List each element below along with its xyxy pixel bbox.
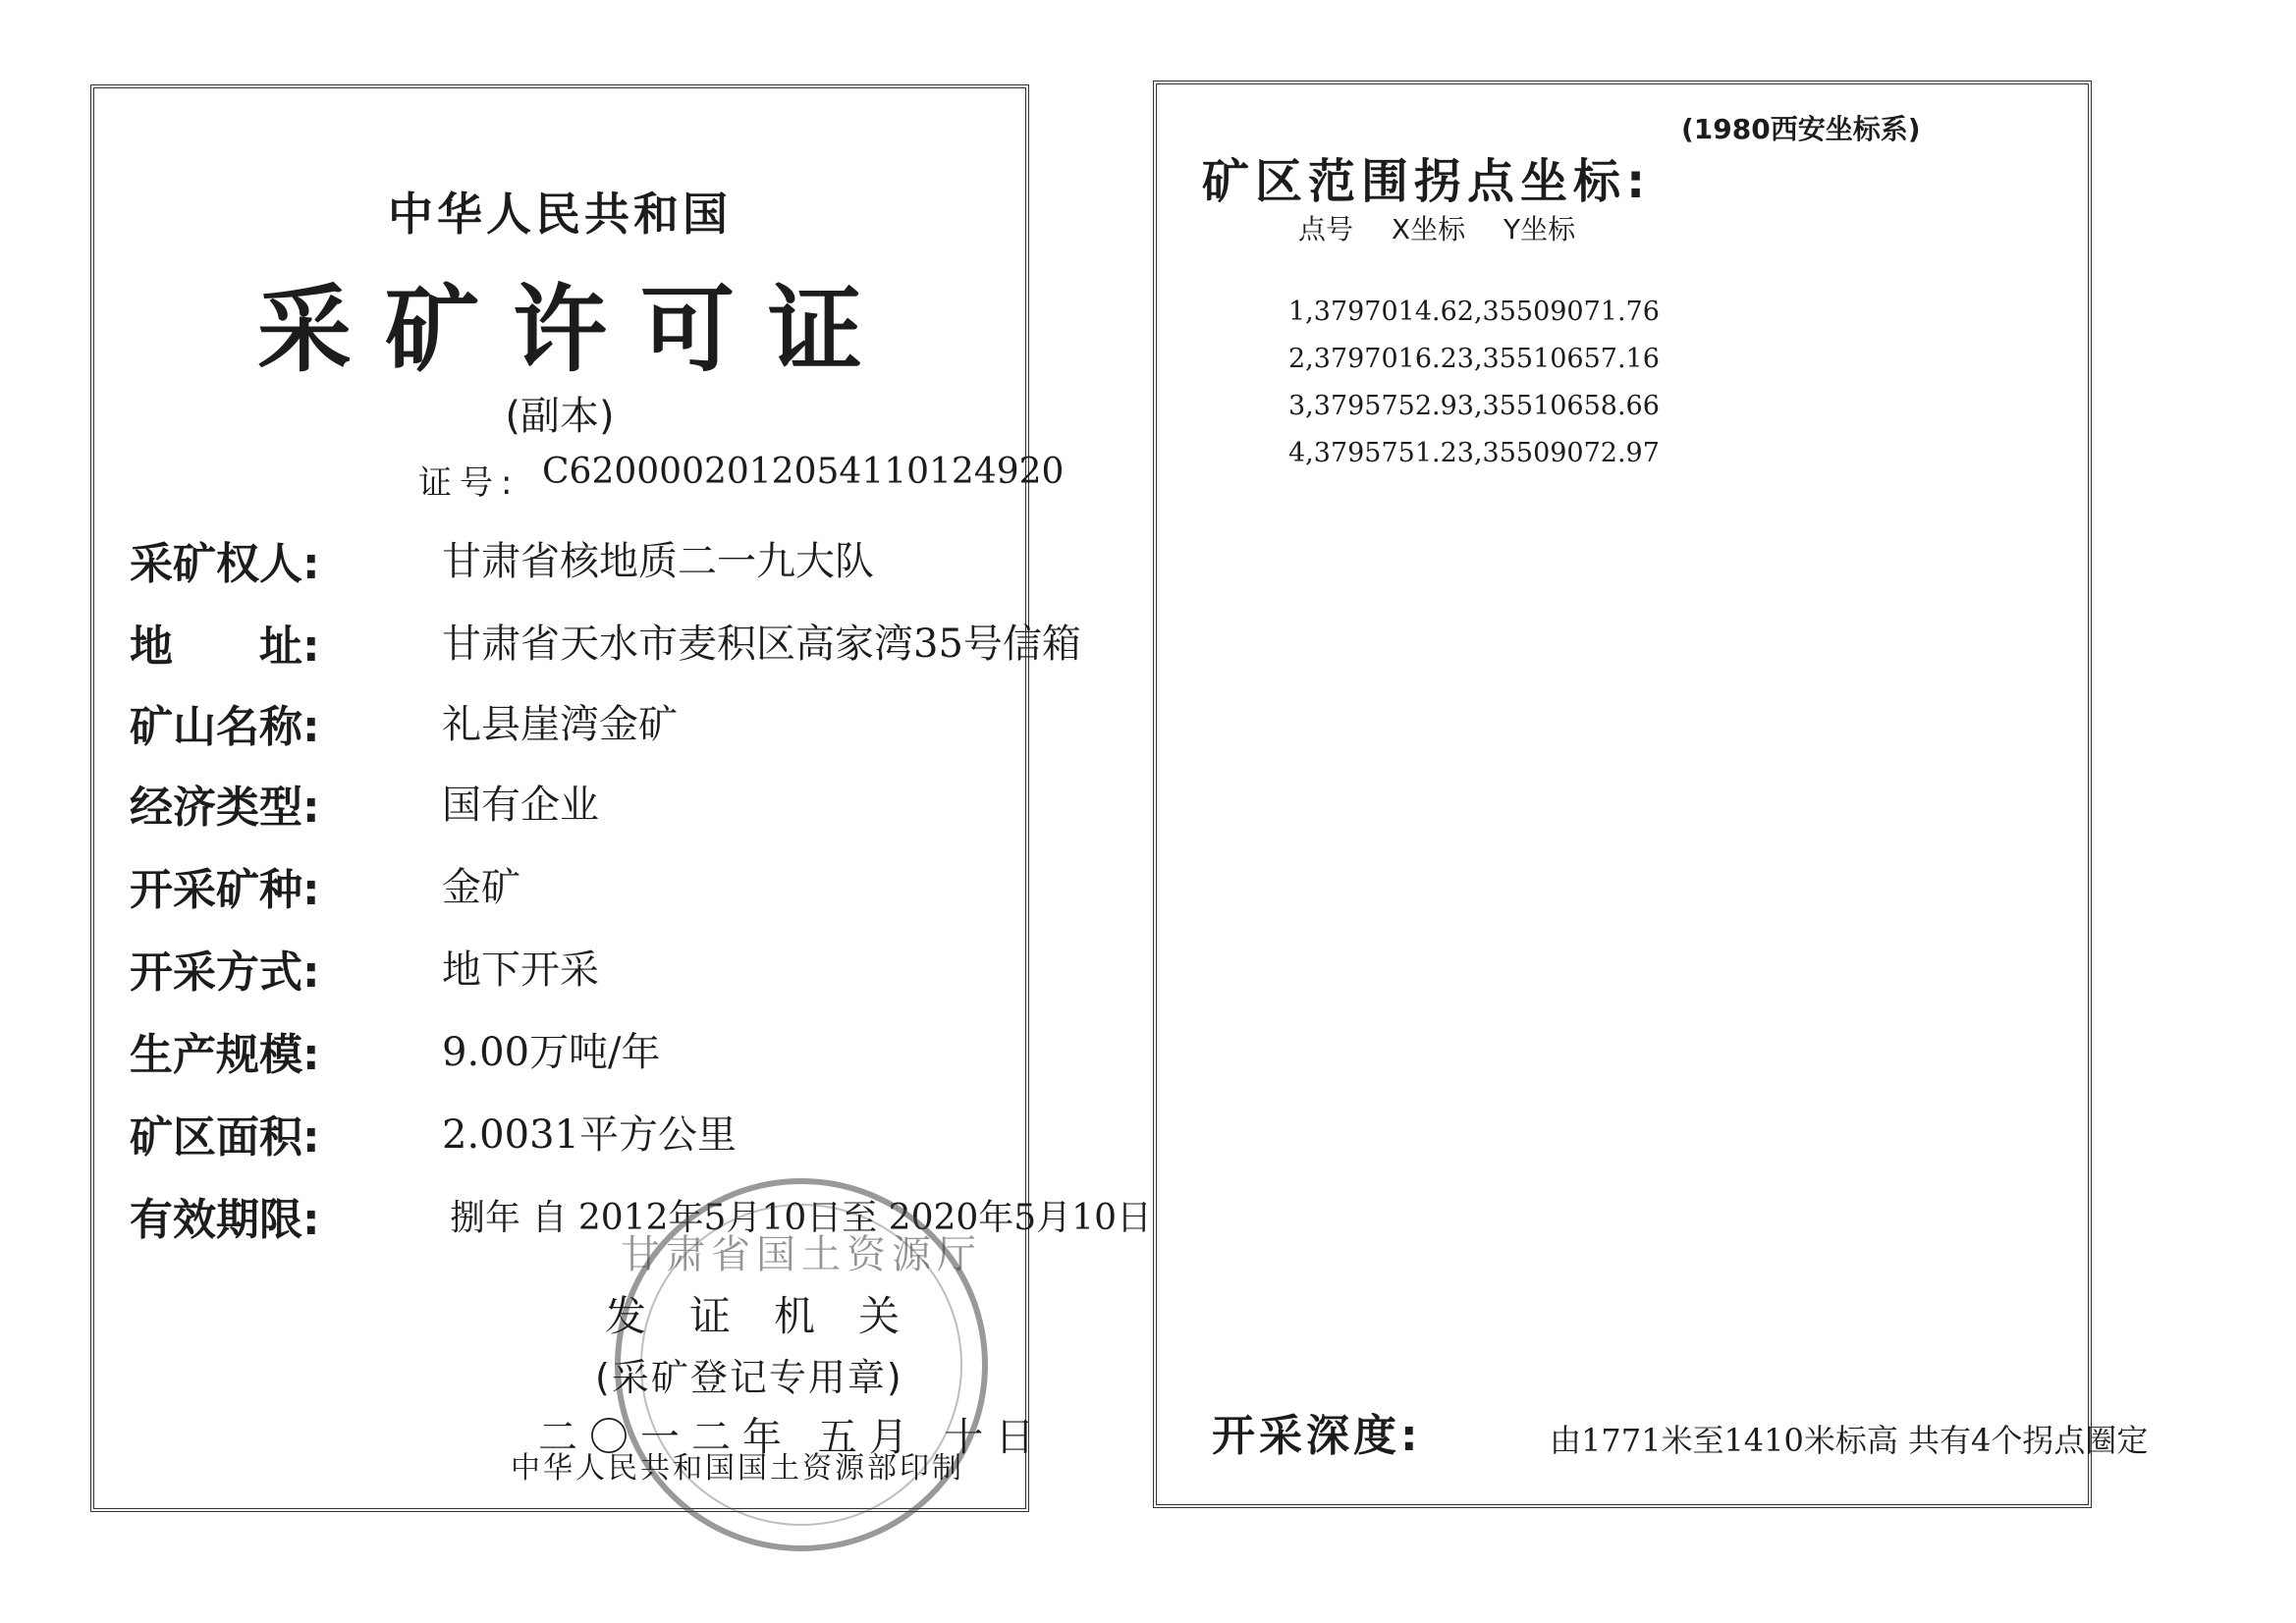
field-label: 开采方式: bbox=[130, 947, 320, 998]
issuer-subtitle: (采矿登记专用章) bbox=[595, 1356, 903, 1399]
field-label: 生产规模: bbox=[130, 1030, 320, 1080]
certificate-number: C6200002012054110124920 bbox=[542, 452, 1065, 492]
coordinate-row: 4,3795751.23,35509072.97 bbox=[1288, 438, 1660, 468]
field-value: 捌年 自 2012年5月10日至 2020年5月10日 bbox=[450, 1198, 1152, 1238]
mining-depth-label: 开采深度: bbox=[1212, 1411, 1422, 1461]
coordinate-row: 2,3797016.23,35510657.16 bbox=[1288, 344, 1660, 374]
field-value: 9.00万吨/年 bbox=[442, 1030, 661, 1075]
copy-label: (副本) bbox=[505, 394, 615, 439]
field-label: 开采矿种: bbox=[130, 865, 320, 915]
coordinates-page bbox=[1153, 81, 2149, 1508]
document-title: 采矿许可证 bbox=[257, 275, 896, 385]
field-value: 礼县崖湾金矿 bbox=[442, 702, 678, 747]
field-value: 甘肃省核地质二一九大队 bbox=[442, 539, 874, 584]
coordinates-header bbox=[1298, 208, 1605, 247]
license-main-page bbox=[90, 84, 1152, 1512]
field-label: 经济类型: bbox=[130, 783, 320, 833]
coordinates-list bbox=[1288, 289, 1660, 477]
field-value: 金矿 bbox=[442, 865, 520, 910]
field-label: 地 址: bbox=[130, 622, 320, 672]
field-value: 甘肃省天水市麦积区高家湾35号信箱 bbox=[442, 622, 1081, 667]
header-x: X坐标 bbox=[1391, 213, 1466, 245]
header-y: Y坐标 bbox=[1503, 213, 1576, 245]
field-label: 矿区面积: bbox=[130, 1112, 320, 1163]
coordinate-row: 1,3797014.62,35509071.76 bbox=[1288, 297, 1660, 327]
coordinate-row: 3,3795752.93,35510658.66 bbox=[1288, 391, 1660, 421]
coordinate-system: (1980西安坐标系) bbox=[1681, 113, 1921, 145]
printer-note: 中华人民共和国国土资源部印制 bbox=[511, 1451, 964, 1486]
field-label: 矿山名称: bbox=[130, 702, 320, 752]
country-title: 中华人民共和国 bbox=[388, 188, 732, 241]
header-point-no: 点号 bbox=[1298, 213, 1354, 245]
seal-text: 甘肃省国土资源厅 bbox=[621, 1232, 982, 1277]
issue-date: 二〇一二年 五月 十日 bbox=[538, 1415, 1047, 1460]
certificate-number-label: 证号: bbox=[418, 463, 520, 503]
field-label: 采矿权人: bbox=[130, 539, 320, 589]
field-label: 有效期限: bbox=[130, 1195, 320, 1245]
field-value: 国有企业 bbox=[442, 783, 599, 828]
coordinates-title: 矿区范围拐点坐标: bbox=[1202, 154, 1652, 209]
issuer-title: 发证机关 bbox=[605, 1292, 944, 1340]
mining-depth-value: 由1771米至1410米标高 共有4个拐点圈定 bbox=[1550, 1422, 2149, 1459]
field-value: 地下开采 bbox=[442, 947, 599, 993]
field-value: 2.0031平方公里 bbox=[442, 1112, 737, 1158]
